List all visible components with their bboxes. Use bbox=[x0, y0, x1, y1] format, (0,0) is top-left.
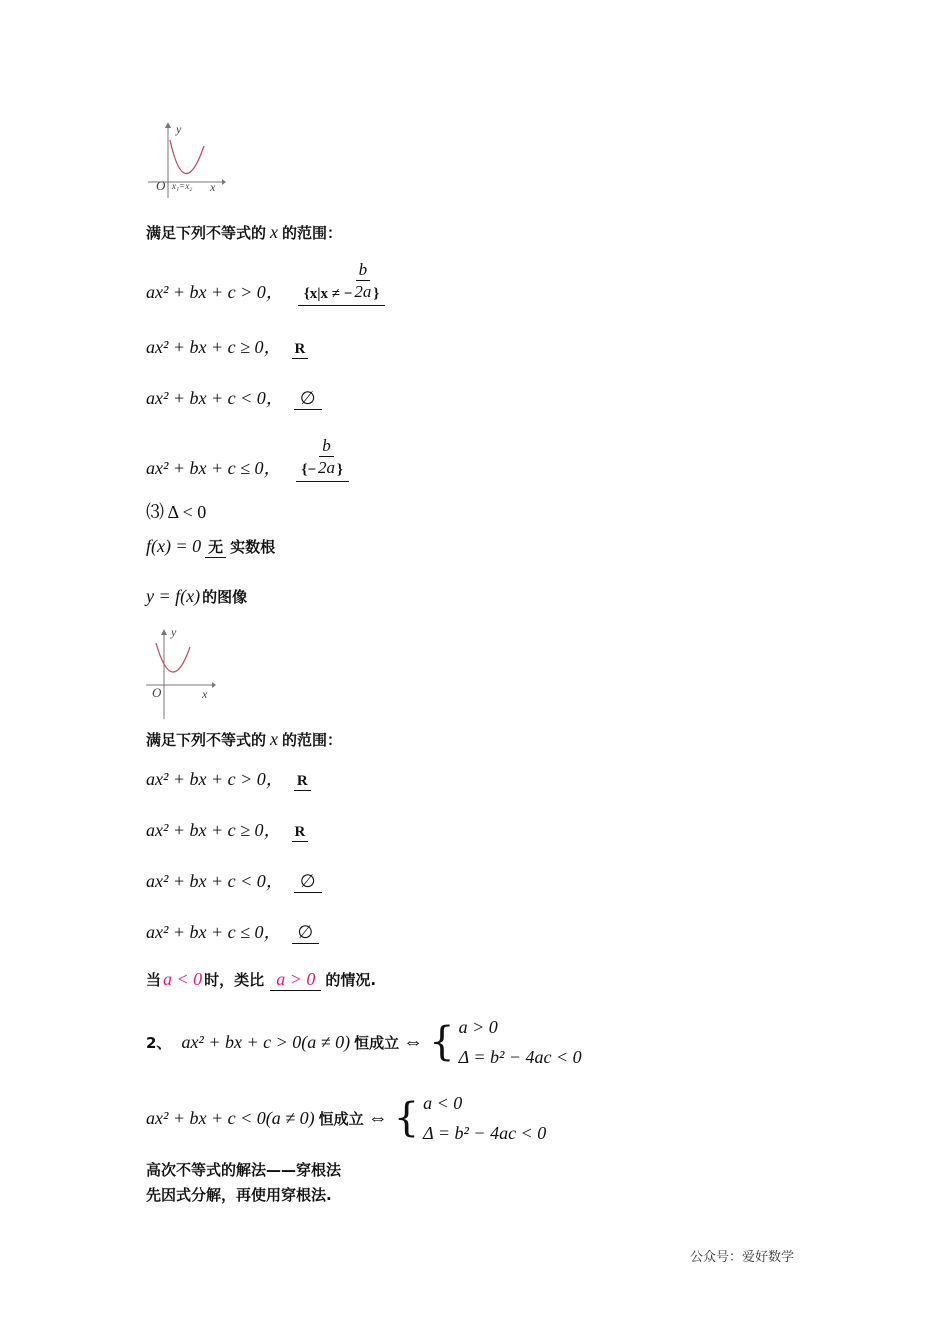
case3-equation: f(x) = 0 无 实数根 bbox=[146, 536, 276, 556]
answer-blank: ∅ bbox=[292, 922, 320, 944]
condition-system: a < 0 Δ = b² − 4ac < 0 bbox=[423, 1093, 547, 1143]
x-axis-label: x bbox=[210, 180, 216, 194]
section-b-row-1: ax² + bx + c > 0， R bbox=[146, 765, 311, 791]
answer-blank: R bbox=[294, 773, 311, 791]
footer-wechat: 公众号：爱好数学 bbox=[690, 1250, 795, 1265]
case3-graph-caption: y = f(x) 的图像 bbox=[146, 586, 248, 606]
analogy-line: 当 a < 0 时，类比 a > 0 的情况. bbox=[146, 969, 377, 989]
high-order-desc: 先因式分解，再使用穿根法. bbox=[146, 1186, 332, 1204]
section-a-row-3: ax² + bx + c < 0， ∅ bbox=[146, 384, 322, 410]
answer-blank: {− $\frac{b}{2a}$ } bbox=[296, 436, 349, 482]
case3-label: ⑶ Δ < 0 bbox=[146, 502, 207, 522]
answer-blank: ∅ bbox=[294, 388, 322, 410]
parabola-graph-above-axis bbox=[144, 625, 216, 720]
section-b-row-4: ax² + bx + c ≤ 0， ∅ bbox=[146, 918, 319, 944]
answer-blank: ∅ bbox=[294, 871, 322, 893]
origin-label: O bbox=[152, 685, 162, 700]
section-a-row-1: ax² + bx + c > 0， {x|x ≠ − $\frac{b}{2a}$ } bbox=[146, 260, 385, 306]
answer-blank: 无 bbox=[205, 536, 226, 558]
origin-label: O bbox=[156, 178, 166, 193]
parabola-graph-tangent bbox=[146, 120, 226, 200]
root-label: x₁=x₂ bbox=[172, 181, 193, 191]
high-order-title: 高次不等式的解法——穿根法 bbox=[146, 1161, 342, 1179]
answer-blank: a > 0 bbox=[270, 969, 321, 991]
section-b-heading: 满足下列不等式的 x 的范围： bbox=[146, 729, 343, 749]
section-b-row-2: ax² + bx + c ≥ 0， R bbox=[146, 816, 308, 842]
system-brace: { bbox=[393, 1095, 420, 1141]
answer-blank: {x|x ≠ − $\frac{b}{2a}$ } bbox=[298, 260, 385, 306]
answer-blank: R bbox=[292, 824, 309, 842]
x-axis-label: x bbox=[202, 687, 208, 701]
section-a-row-2: ax² + bx + c ≥ 0， R bbox=[146, 333, 308, 359]
item2-condition-1: 2、 ax² + bx + c > 0(a ≠ 0) 恒成立 ⇔ { a > 0 Δ = b² − 4ac < 0 bbox=[146, 1012, 582, 1072]
answer-blank: R bbox=[292, 341, 309, 359]
system-brace: { bbox=[429, 1019, 455, 1065]
section-a-heading: 满足下列不等式的 x 的范围： bbox=[146, 222, 343, 242]
y-axis-label: y bbox=[176, 122, 182, 136]
condition-system: a > 0 Δ = b² − 4ac < 0 bbox=[458, 1017, 582, 1067]
section-b-row-3: ax² + bx + c < 0， ∅ bbox=[146, 867, 322, 893]
y-axis-label: y bbox=[171, 625, 177, 639]
item2-condition-2: ax² + bx + c < 0(a ≠ 0) 恒成立 ⇔ { a < 0 Δ = b² − 4ac < 0 bbox=[146, 1088, 546, 1148]
section-a-row-4: ax² + bx + c ≤ 0， {− $\frac{b}{2a}$ } bbox=[146, 436, 349, 482]
